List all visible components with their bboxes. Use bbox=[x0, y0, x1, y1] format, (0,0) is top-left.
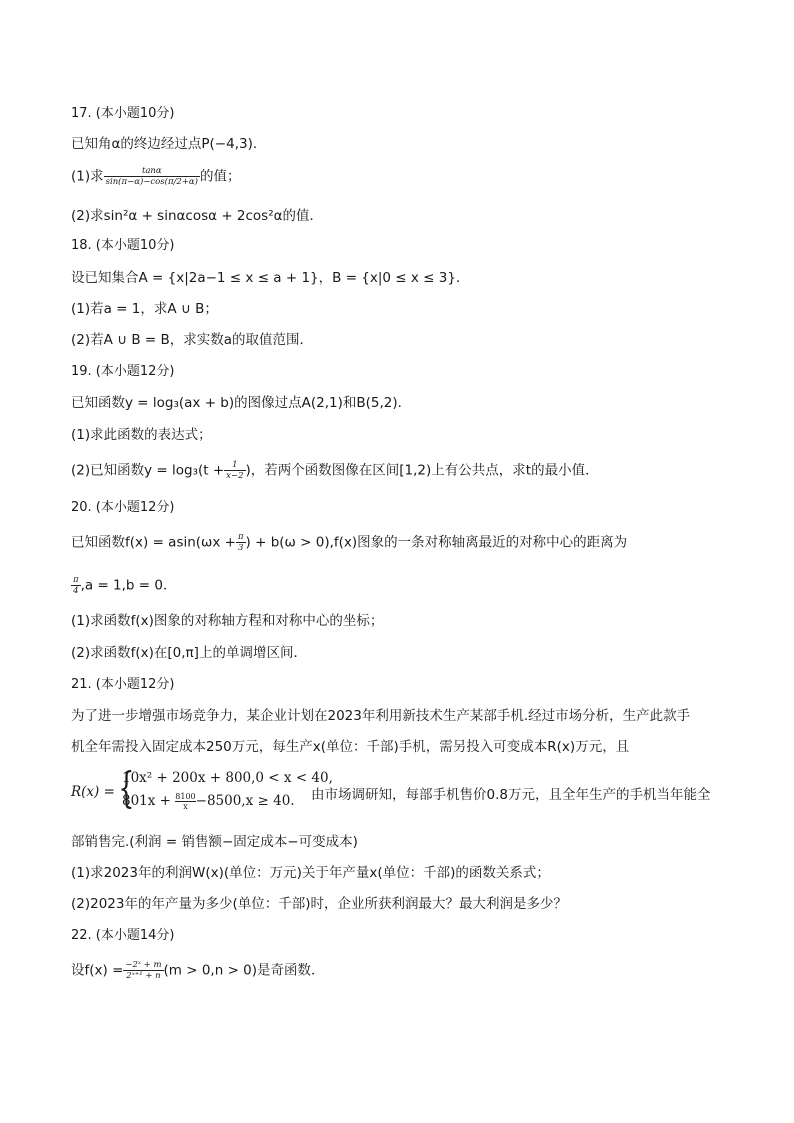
q20-line2-numerator: π bbox=[73, 575, 79, 585]
q20-stem-denominator: 3 bbox=[236, 542, 246, 553]
q17-part2: (2)求sin²α + sinαcosα + 2cos²α的值． bbox=[71, 208, 324, 224]
q21-tail-text: 由市场调研知，每部手机售价0.8万元，且全年生产的手机当年能全 bbox=[311, 787, 711, 803]
q20-stem-suffix: ) + b(ω > 0),f(x)图象的一条对称轴离最近的对称中心的距离为 bbox=[245, 534, 628, 551]
q17-part1-prefix: (1)求 bbox=[71, 168, 104, 185]
q19-fraction-denominator: x−2 bbox=[226, 471, 244, 481]
q21-part1: (1)求2023年的利润W(x)(单位：万元)关于年产量x(单位：千部)的函数关系式； bbox=[71, 865, 550, 881]
q22-stem-fraction bbox=[123, 960, 163, 981]
q18-part1: (1)若a = 1，求A ∪ B； bbox=[71, 301, 218, 317]
q21-part2: (2)2023年的年产量为多少(单位：千部)时，企业所获利润最大？最大利润是多少？ bbox=[71, 896, 568, 912]
q19-part2-suffix: )，若两个函数图像在区间[1,2)上有公共点，求t的最小值． bbox=[245, 462, 599, 479]
q17-heading: 17. (本小题10分) bbox=[71, 106, 175, 121]
q17-part1-fraction bbox=[104, 166, 200, 187]
q18-part2: (2)若A ∪ B = B，求实数a的取值范围． bbox=[71, 332, 314, 348]
q21-stem-line2: 机全年需投入固定成本250万元，每生产x(单位：千部)手机，需另投入可变成本R(x)万元，且 bbox=[71, 739, 630, 755]
q20-line2-denominator: 4 bbox=[71, 585, 81, 596]
q22-stem-prefix: 设f(x) = bbox=[71, 962, 124, 979]
q20-line2-suffix: ,a = 1,b = 0． bbox=[80, 577, 177, 594]
q21-case2-numerator: 8100 bbox=[175, 792, 196, 801]
q21-case1: 10x² + 200x + 800,0 < x < 40, bbox=[122, 770, 333, 786]
q20-stem-prefix: 已知函数f(x) = asin(ωx + bbox=[71, 534, 236, 551]
q22-stem-suffix: (m > 0,n > 0)是奇函数． bbox=[163, 962, 325, 979]
q21-case2-suffix: −8500,x ≥ 40. bbox=[195, 793, 295, 809]
q20-stem-numerator: π bbox=[237, 532, 244, 542]
q21-stem-line1: 为了进一步增强市场竞争力，某企业计划在2023年利用新技术生产某部手机.经过市场分析，生产此款手 bbox=[71, 708, 691, 724]
q22-stem-numerator: −2ˣ + m bbox=[125, 960, 162, 970]
q22-heading: 22. (本小题14分) bbox=[71, 928, 175, 943]
q21-case2-denominator: x bbox=[175, 801, 195, 811]
q21-rx-label: R(x) = bbox=[71, 784, 115, 800]
q19-stem: 已知函数y = log₃(ax + b)的图像过点A(2,1)和B(5,2)． bbox=[71, 395, 412, 411]
q19-part2-prefix: (2)已知函数y = log₃(t + bbox=[71, 462, 225, 479]
q17-fraction-denominator: sin(π−α)−cos(π/2+α) bbox=[105, 177, 198, 187]
q20-part1: (1)求函数f(x)图象的对称轴方程和对称中心的坐标； bbox=[71, 613, 384, 629]
q21-stem-line3: 部销售完.(利润 = 销售额−固定成本−可变成本) bbox=[71, 834, 358, 850]
q17-stem: 已知角α的终边经过点P(−4,3)． bbox=[71, 136, 267, 152]
q18-stem: 设已知集合A = {x|2a−1 ≤ x ≤ a + 1}，B = {x|0 ≤ x ≤ 3}． bbox=[71, 270, 470, 286]
q19-part2-fraction bbox=[224, 460, 245, 481]
q18-heading: 18. (本小题10分) bbox=[71, 238, 175, 253]
q17-fraction-numerator: tanα bbox=[141, 166, 162, 176]
q20-stem-line2 bbox=[71, 575, 734, 596]
q19-fraction-numerator: 1 bbox=[232, 460, 238, 470]
q19-heading: 19. (本小题12分) bbox=[71, 364, 175, 379]
q20-line2-fraction bbox=[71, 575, 81, 596]
q21-heading: 21. (本小题12分) bbox=[71, 677, 175, 692]
q17-part1-suffix: 的值； bbox=[199, 168, 241, 185]
q22-stem-denominator: 2ˣ⁺¹ + n bbox=[123, 970, 163, 981]
q20-part2: (2)求函数f(x)在[0,π]上的单调增区间． bbox=[71, 645, 307, 661]
q21-case2 bbox=[122, 792, 295, 811]
q19-part1: (1)求此函数的表达式； bbox=[71, 427, 212, 443]
q20-stem-fraction bbox=[236, 532, 246, 553]
q21-case2-prefix: 801x + bbox=[122, 793, 171, 809]
q22-stem bbox=[71, 960, 734, 981]
left-brace-icon: { bbox=[118, 763, 135, 812]
q20-stem bbox=[71, 532, 734, 553]
q19-part2 bbox=[71, 460, 734, 481]
q21-case2-fraction bbox=[175, 792, 195, 811]
q17-part1 bbox=[71, 166, 734, 187]
q20-heading: 20. (本小题12分) bbox=[71, 500, 175, 515]
